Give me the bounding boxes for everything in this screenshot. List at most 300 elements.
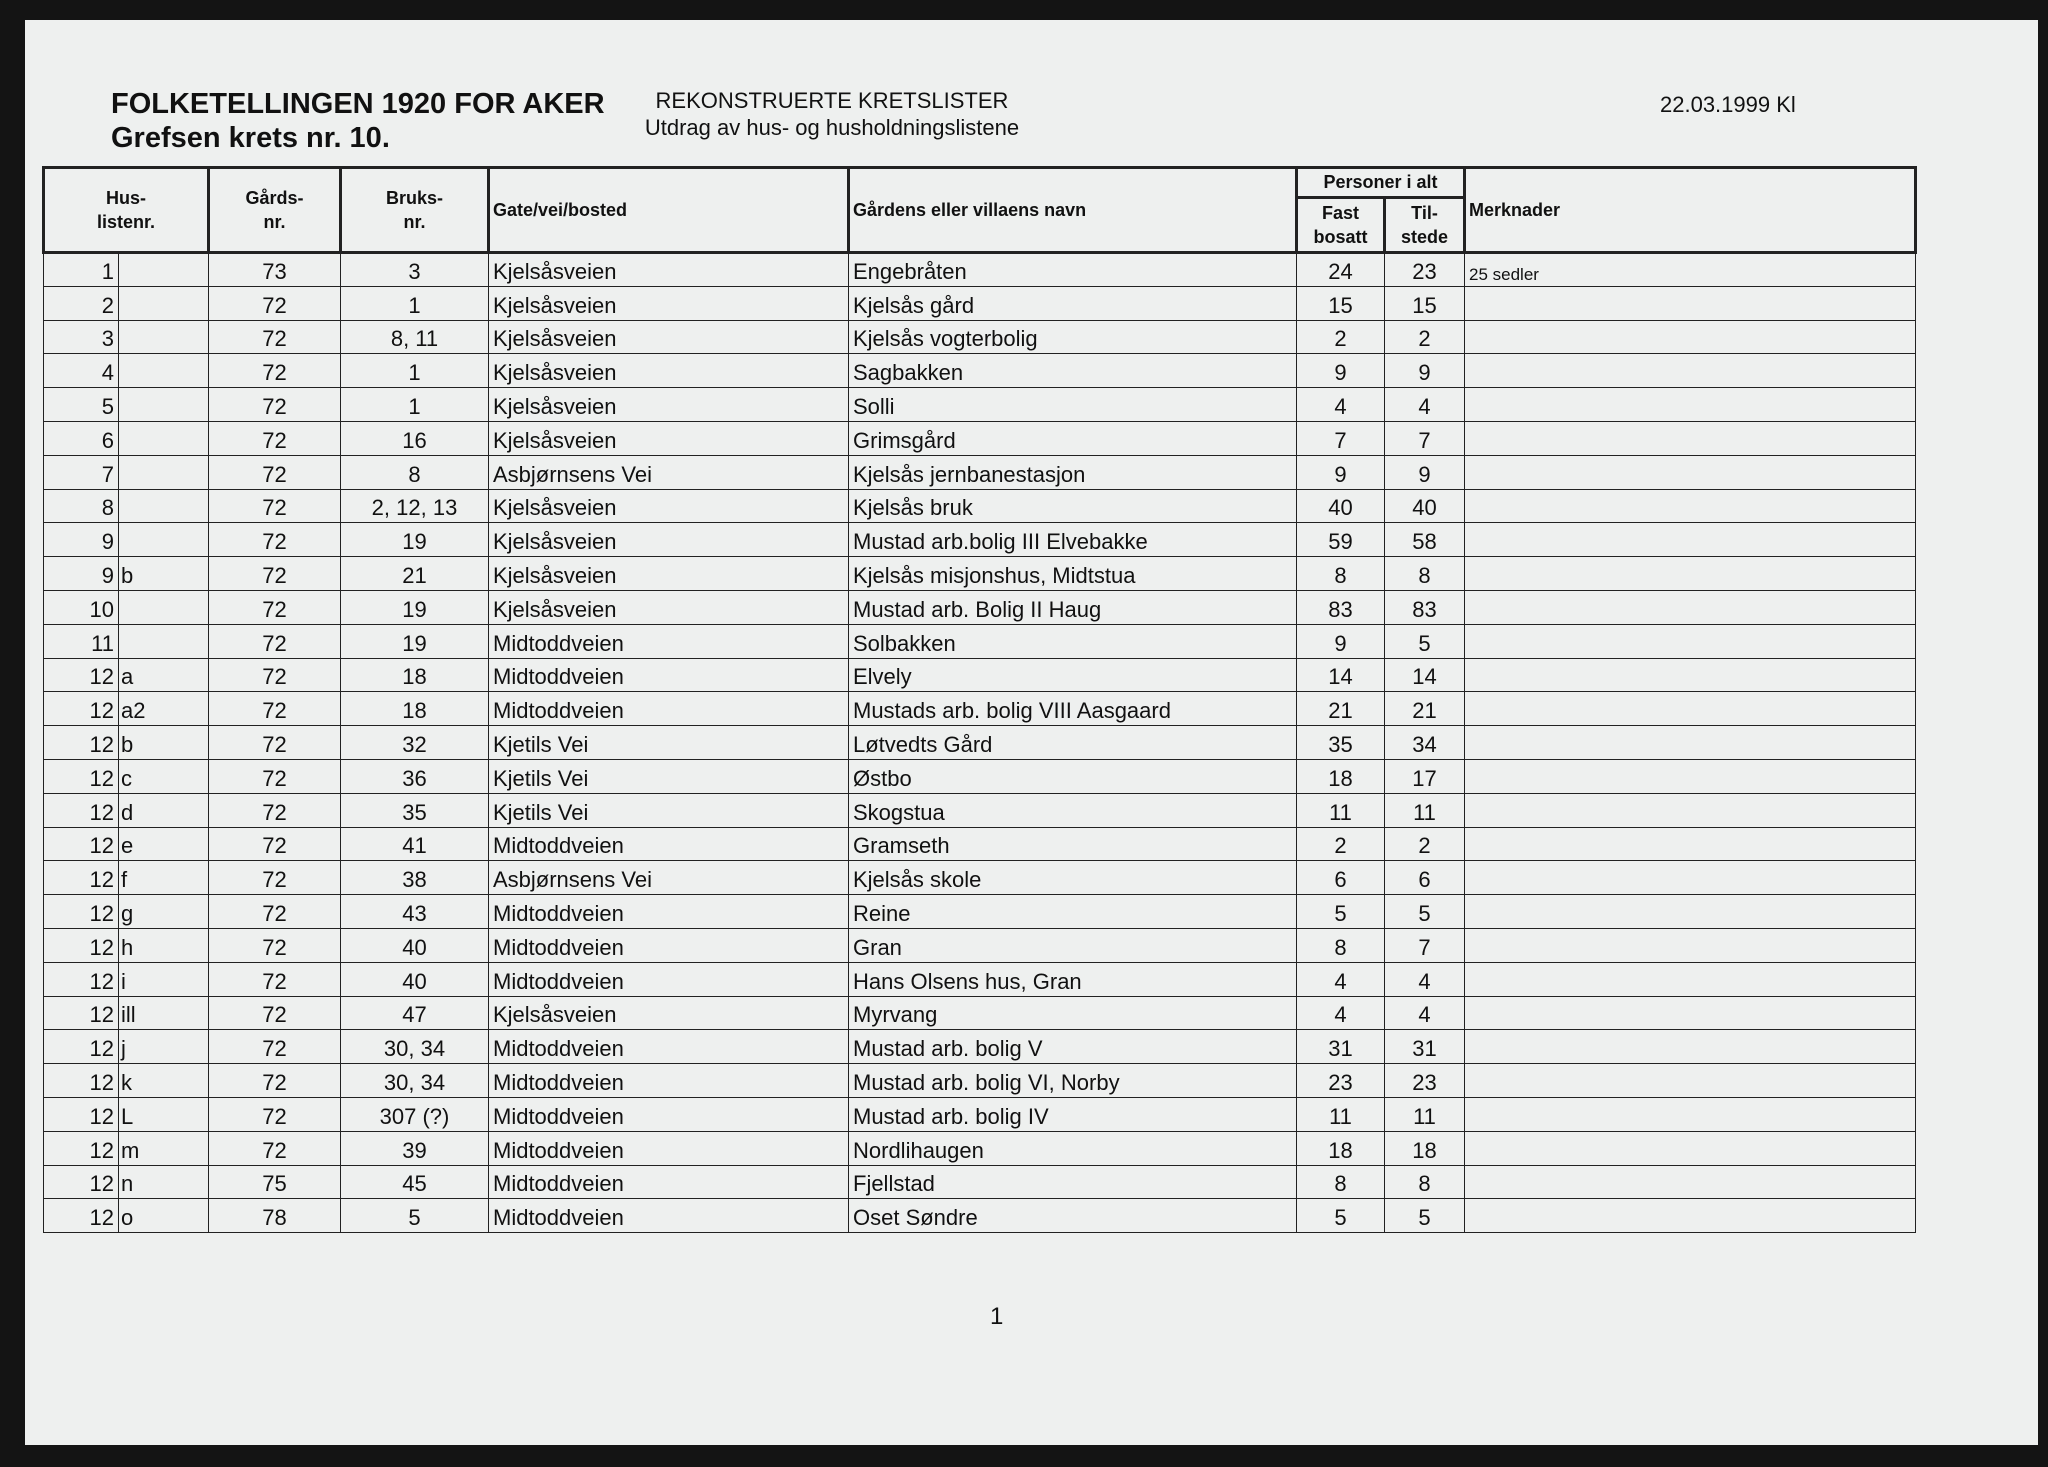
row-gate: Kjelsåsveien xyxy=(489,996,849,1030)
row-navn: Myrvang xyxy=(849,996,1297,1030)
row-fast-bosatt: 31 xyxy=(1297,1030,1385,1064)
row-gards-nr: 72 xyxy=(209,354,341,388)
row-hus-suffix: f xyxy=(119,861,209,895)
row-bruks-nr: 8 xyxy=(341,455,489,489)
row-navn: Mustad arb. Bolig II Haug xyxy=(849,590,1297,624)
row-bruks-nr: 19 xyxy=(341,590,489,624)
row-merknader xyxy=(1465,1165,1916,1199)
col-header-bruks: Bruks- nr. xyxy=(341,168,489,253)
row-gate: Midtoddveien xyxy=(489,1199,849,1233)
row-til-stede: 4 xyxy=(1385,996,1465,1030)
row-navn: Mustad arb. bolig V xyxy=(849,1030,1297,1064)
row-hus-nr: 12 xyxy=(44,895,119,929)
row-merknader: 25 sedler xyxy=(1465,253,1916,287)
row-gate: Midtoddveien xyxy=(489,895,849,929)
row-gards-nr: 72 xyxy=(209,827,341,861)
row-fast-bosatt: 2 xyxy=(1297,827,1385,861)
row-bruks-nr: 35 xyxy=(341,793,489,827)
col-header-gate: Gate/vei/bosted xyxy=(489,168,849,253)
row-bruks-nr: 2, 12, 13 xyxy=(341,489,489,523)
row-gards-nr: 73 xyxy=(209,253,341,287)
row-navn: Gran xyxy=(849,928,1297,962)
row-hus-suffix xyxy=(119,590,209,624)
row-navn: Mustad arb. bolig VI, Norby xyxy=(849,1064,1297,1098)
col-header-navn: Gårdens eller villaens navn xyxy=(849,168,1297,253)
row-gate: Midtoddveien xyxy=(489,827,849,861)
row-bruks-nr: 30, 34 xyxy=(341,1030,489,1064)
row-gards-nr: 72 xyxy=(209,861,341,895)
table-row xyxy=(44,658,1916,692)
row-hus-nr: 12 xyxy=(44,759,119,793)
row-hus-suffix xyxy=(119,489,209,523)
row-hus-suffix xyxy=(119,455,209,489)
row-navn: Skogstua xyxy=(849,793,1297,827)
row-til-stede: 8 xyxy=(1385,1165,1465,1199)
table-row xyxy=(44,928,1916,962)
row-hus-suffix: d xyxy=(119,793,209,827)
row-navn: Hans Olsens hus, Gran xyxy=(849,962,1297,996)
row-hus-nr: 12 xyxy=(44,1064,119,1098)
row-hus-suffix: b xyxy=(119,557,209,591)
row-til-stede: 4 xyxy=(1385,388,1465,422)
row-til-stede: 31 xyxy=(1385,1030,1465,1064)
row-gards-nr: 72 xyxy=(209,1030,341,1064)
col-header-fast: Fast bosatt xyxy=(1297,198,1385,253)
row-gate: Kjelsåsveien xyxy=(489,557,849,591)
row-fast-bosatt: 18 xyxy=(1297,759,1385,793)
row-gards-nr: 72 xyxy=(209,928,341,962)
row-gate: Midtoddveien xyxy=(489,1064,849,1098)
row-hus-nr: 2 xyxy=(44,286,119,320)
row-gate: Kjelsåsveien xyxy=(489,590,849,624)
row-hus-suffix xyxy=(119,354,209,388)
row-gards-nr: 72 xyxy=(209,624,341,658)
table-row xyxy=(44,624,1916,658)
row-hus-nr: 12 xyxy=(44,692,119,726)
row-fast-bosatt: 7 xyxy=(1297,421,1385,455)
row-til-stede: 9 xyxy=(1385,354,1465,388)
row-navn: Reine xyxy=(849,895,1297,929)
row-fast-bosatt: 9 xyxy=(1297,624,1385,658)
row-hus-suffix: c xyxy=(119,759,209,793)
table-row xyxy=(44,759,1916,793)
row-hus-nr: 12 xyxy=(44,1097,119,1131)
row-navn: Østbo xyxy=(849,759,1297,793)
row-bruks-nr: 18 xyxy=(341,692,489,726)
row-bruks-nr: 21 xyxy=(341,557,489,591)
row-gate: Midtoddveien xyxy=(489,1131,849,1165)
row-hus-suffix: i xyxy=(119,962,209,996)
row-bruks-nr: 1 xyxy=(341,354,489,388)
row-fast-bosatt: 6 xyxy=(1297,861,1385,895)
row-bruks-nr: 30, 34 xyxy=(341,1064,489,1098)
row-hus-nr: 11 xyxy=(44,624,119,658)
row-gate: Kjelsåsveien xyxy=(489,523,849,557)
row-navn: Gramseth xyxy=(849,827,1297,861)
table-row xyxy=(44,793,1916,827)
row-gate: Asbjørnsens Vei xyxy=(489,861,849,895)
table-row xyxy=(44,996,1916,1030)
row-hus-suffix xyxy=(119,624,209,658)
row-gards-nr: 72 xyxy=(209,421,341,455)
row-gards-nr: 78 xyxy=(209,1199,341,1233)
row-navn: Mustads arb. bolig VIII Aasgaard xyxy=(849,692,1297,726)
row-merknader xyxy=(1465,962,1916,996)
row-til-stede: 40 xyxy=(1385,489,1465,523)
col-header-hus: Hus- listenr. xyxy=(44,168,209,253)
row-merknader xyxy=(1465,827,1916,861)
row-fast-bosatt: 2 xyxy=(1297,320,1385,354)
table-row xyxy=(44,489,1916,523)
page-number: 1 xyxy=(990,1303,1004,1330)
row-hus-suffix: j xyxy=(119,1030,209,1064)
row-merknader xyxy=(1465,320,1916,354)
row-navn: Kjelsås bruk xyxy=(849,489,1297,523)
table-row xyxy=(44,1097,1916,1131)
row-gate: Midtoddveien xyxy=(489,1097,849,1131)
row-gate: Kjelsåsveien xyxy=(489,286,849,320)
row-bruks-nr: 16 xyxy=(341,421,489,455)
row-bruks-nr: 40 xyxy=(341,962,489,996)
center-heading: REKONSTRUERTE KRETSLISTER xyxy=(655,88,1009,113)
row-fast-bosatt: 21 xyxy=(1297,692,1385,726)
row-fast-bosatt: 23 xyxy=(1297,1064,1385,1098)
row-fast-bosatt: 14 xyxy=(1297,658,1385,692)
table-row xyxy=(44,1131,1916,1165)
row-til-stede: 7 xyxy=(1385,421,1465,455)
row-bruks-nr: 19 xyxy=(341,523,489,557)
row-gards-nr: 72 xyxy=(209,1064,341,1098)
row-hus-nr: 12 xyxy=(44,996,119,1030)
row-navn: Kjelsås jernbanestasjon xyxy=(849,455,1297,489)
row-navn: Elvely xyxy=(849,658,1297,692)
row-bruks-nr: 36 xyxy=(341,759,489,793)
row-gards-nr: 72 xyxy=(209,320,341,354)
row-merknader xyxy=(1465,523,1916,557)
row-gate: Kjelsåsveien xyxy=(489,354,849,388)
row-gards-nr: 72 xyxy=(209,286,341,320)
row-fast-bosatt: 9 xyxy=(1297,455,1385,489)
row-til-stede: 2 xyxy=(1385,320,1465,354)
row-hus-suffix xyxy=(119,523,209,557)
row-gards-nr: 75 xyxy=(209,1165,341,1199)
row-navn: Grimsgård xyxy=(849,421,1297,455)
row-gate: Kjetils Vei xyxy=(489,793,849,827)
row-gate: Midtoddveien xyxy=(489,962,849,996)
row-hus-suffix xyxy=(119,388,209,422)
row-til-stede: 5 xyxy=(1385,624,1465,658)
row-fast-bosatt: 83 xyxy=(1297,590,1385,624)
table-row xyxy=(44,861,1916,895)
row-hus-nr: 9 xyxy=(44,557,119,591)
row-gate: Kjelsåsveien xyxy=(489,388,849,422)
row-gards-nr: 72 xyxy=(209,489,341,523)
table-row xyxy=(44,1199,1916,1233)
row-merknader xyxy=(1465,624,1916,658)
row-til-stede: 2 xyxy=(1385,827,1465,861)
row-bruks-nr: 39 xyxy=(341,1131,489,1165)
row-hus-nr: 10 xyxy=(44,590,119,624)
row-navn: Kjelsås vogterbolig xyxy=(849,320,1297,354)
row-gate: Kjetils Vei xyxy=(489,726,849,760)
document-date: 22.03.1999 Kl xyxy=(1660,92,1796,117)
row-gards-nr: 72 xyxy=(209,658,341,692)
row-merknader xyxy=(1465,388,1916,422)
center-subheading: Utdrag av hus- og husholdningslistene xyxy=(644,115,1020,140)
row-hus-nr: 3 xyxy=(44,320,119,354)
table-row xyxy=(44,354,1916,388)
row-fast-bosatt: 5 xyxy=(1297,1199,1385,1233)
row-gards-nr: 72 xyxy=(209,557,341,591)
table-row xyxy=(44,692,1916,726)
row-navn: Solli xyxy=(849,388,1297,422)
row-gards-nr: 72 xyxy=(209,962,341,996)
row-gate: Kjelsåsveien xyxy=(489,253,849,287)
row-gards-nr: 72 xyxy=(209,692,341,726)
row-navn: Mustad arb. bolig IV xyxy=(849,1097,1297,1131)
table-row xyxy=(44,1064,1916,1098)
table-row xyxy=(44,523,1916,557)
row-til-stede: 9 xyxy=(1385,455,1465,489)
col-header-merknader: Merknader xyxy=(1465,168,1916,253)
row-fast-bosatt: 4 xyxy=(1297,962,1385,996)
row-navn: Oset Søndre xyxy=(849,1199,1297,1233)
row-hus-nr: 6 xyxy=(44,421,119,455)
row-hus-suffix: g xyxy=(119,895,209,929)
row-bruks-nr: 19 xyxy=(341,624,489,658)
row-fast-bosatt: 11 xyxy=(1297,793,1385,827)
table-row xyxy=(44,827,1916,861)
row-merknader xyxy=(1465,793,1916,827)
row-fast-bosatt: 8 xyxy=(1297,557,1385,591)
row-hus-suffix: h xyxy=(119,928,209,962)
row-bruks-nr: 8, 11 xyxy=(341,320,489,354)
row-hus-nr: 5 xyxy=(44,388,119,422)
row-til-stede: 5 xyxy=(1385,895,1465,929)
row-merknader xyxy=(1465,354,1916,388)
row-bruks-nr: 38 xyxy=(341,861,489,895)
row-bruks-nr: 307 (?) xyxy=(341,1097,489,1131)
row-til-stede: 4 xyxy=(1385,962,1465,996)
row-gards-nr: 72 xyxy=(209,895,341,929)
row-fast-bosatt: 35 xyxy=(1297,726,1385,760)
row-hus-nr: 12 xyxy=(44,861,119,895)
table-row xyxy=(44,895,1916,929)
row-hus-nr: 12 xyxy=(44,726,119,760)
row-hus-nr: 12 xyxy=(44,1165,119,1199)
row-fast-bosatt: 5 xyxy=(1297,895,1385,929)
row-hus-nr: 12 xyxy=(44,658,119,692)
row-merknader xyxy=(1465,895,1916,929)
row-gards-nr: 72 xyxy=(209,793,341,827)
row-hus-nr: 8 xyxy=(44,489,119,523)
row-til-stede: 18 xyxy=(1385,1131,1465,1165)
row-navn: Engebråten xyxy=(849,253,1297,287)
row-til-stede: 7 xyxy=(1385,928,1465,962)
row-hus-suffix: L xyxy=(119,1097,209,1131)
row-til-stede: 23 xyxy=(1385,253,1465,287)
table-row xyxy=(44,1030,1916,1064)
row-hus-suffix: m xyxy=(119,1131,209,1165)
table-row xyxy=(44,557,1916,591)
row-merknader xyxy=(1465,455,1916,489)
row-fast-bosatt: 24 xyxy=(1297,253,1385,287)
row-gards-nr: 72 xyxy=(209,523,341,557)
row-til-stede: 14 xyxy=(1385,658,1465,692)
row-fast-bosatt: 18 xyxy=(1297,1131,1385,1165)
row-gards-nr: 72 xyxy=(209,996,341,1030)
row-hus-nr: 12 xyxy=(44,793,119,827)
row-hus-nr: 1 xyxy=(44,253,119,287)
row-bruks-nr: 3 xyxy=(341,253,489,287)
row-til-stede: 15 xyxy=(1385,286,1465,320)
row-merknader xyxy=(1465,1097,1916,1131)
row-bruks-nr: 43 xyxy=(341,895,489,929)
row-hus-suffix: b xyxy=(119,726,209,760)
row-fast-bosatt: 11 xyxy=(1297,1097,1385,1131)
row-til-stede: 5 xyxy=(1385,1199,1465,1233)
row-hus-nr: 12 xyxy=(44,827,119,861)
row-merknader xyxy=(1465,590,1916,624)
row-gate: Asbjørnsens Vei xyxy=(489,455,849,489)
row-til-stede: 6 xyxy=(1385,861,1465,895)
row-til-stede: 34 xyxy=(1385,726,1465,760)
row-merknader xyxy=(1465,726,1916,760)
row-hus-suffix xyxy=(119,320,209,354)
row-merknader xyxy=(1465,489,1916,523)
row-fast-bosatt: 40 xyxy=(1297,489,1385,523)
row-til-stede: 23 xyxy=(1385,1064,1465,1098)
row-hus-nr: 4 xyxy=(44,354,119,388)
row-bruks-nr: 41 xyxy=(341,827,489,861)
row-hus-nr: 12 xyxy=(44,1030,119,1064)
row-hus-suffix: ill xyxy=(119,996,209,1030)
row-fast-bosatt: 15 xyxy=(1297,286,1385,320)
row-hus-suffix xyxy=(119,286,209,320)
row-navn: Sagbakken xyxy=(849,354,1297,388)
table-row xyxy=(44,455,1916,489)
row-gards-nr: 72 xyxy=(209,1097,341,1131)
row-bruks-nr: 18 xyxy=(341,658,489,692)
row-bruks-nr: 5 xyxy=(341,1199,489,1233)
row-til-stede: 58 xyxy=(1385,523,1465,557)
row-hus-suffix xyxy=(119,421,209,455)
table-row xyxy=(44,421,1916,455)
row-gate: Midtoddveien xyxy=(489,928,849,962)
row-fast-bosatt: 8 xyxy=(1297,928,1385,962)
row-bruks-nr: 32 xyxy=(341,726,489,760)
row-fast-bosatt: 8 xyxy=(1297,1165,1385,1199)
row-gate: Kjelsåsveien xyxy=(489,421,849,455)
row-gate: Midtoddveien xyxy=(489,658,849,692)
row-til-stede: 8 xyxy=(1385,557,1465,591)
row-fast-bosatt: 4 xyxy=(1297,996,1385,1030)
row-navn: Løtvedts Gård xyxy=(849,726,1297,760)
row-hus-nr: 7 xyxy=(44,455,119,489)
table-row xyxy=(44,726,1916,760)
row-navn: Mustad arb.bolig III Elvebakke xyxy=(849,523,1297,557)
row-navn: Fjellstad xyxy=(849,1165,1297,1199)
row-hus-suffix: a2 xyxy=(119,692,209,726)
row-gards-nr: 72 xyxy=(209,455,341,489)
row-hus-nr: 9 xyxy=(44,523,119,557)
row-gate: Midtoddveien xyxy=(489,692,849,726)
row-hus-suffix: k xyxy=(119,1064,209,1098)
row-merknader xyxy=(1465,658,1916,692)
row-merknader xyxy=(1465,861,1916,895)
table-row xyxy=(44,1165,1916,1199)
row-bruks-nr: 47 xyxy=(341,996,489,1030)
row-merknader xyxy=(1465,1030,1916,1064)
document-title: FOLKETELLINGEN 1920 FOR AKER xyxy=(111,88,605,120)
table-row xyxy=(44,962,1916,996)
row-navn: Kjelsås skole xyxy=(849,861,1297,895)
row-til-stede: 83 xyxy=(1385,590,1465,624)
col-header-personer: Personer i alt xyxy=(1297,168,1465,198)
table-row xyxy=(44,388,1916,422)
row-hus-suffix: a xyxy=(119,658,209,692)
row-navn: Kjelsås misjonshus, Midtstua xyxy=(849,557,1297,591)
table-row xyxy=(44,590,1916,624)
row-navn: Solbakken xyxy=(849,624,1297,658)
row-til-stede: 21 xyxy=(1385,692,1465,726)
row-fast-bosatt: 9 xyxy=(1297,354,1385,388)
row-merknader xyxy=(1465,1131,1916,1165)
table-row xyxy=(44,253,1916,287)
row-hus-suffix: o xyxy=(119,1199,209,1233)
document-subtitle: Grefsen krets nr. 10. xyxy=(111,122,390,154)
table-row xyxy=(44,320,1916,354)
row-fast-bosatt: 4 xyxy=(1297,388,1385,422)
table-row xyxy=(44,286,1916,320)
row-merknader xyxy=(1465,1199,1916,1233)
row-gards-nr: 72 xyxy=(209,590,341,624)
row-bruks-nr: 1 xyxy=(341,286,489,320)
row-hus-suffix: n xyxy=(119,1165,209,1199)
row-merknader xyxy=(1465,421,1916,455)
row-merknader xyxy=(1465,692,1916,726)
row-merknader xyxy=(1465,286,1916,320)
row-hus-nr: 12 xyxy=(44,1131,119,1165)
row-til-stede: 17 xyxy=(1385,759,1465,793)
row-fast-bosatt: 59 xyxy=(1297,523,1385,557)
row-til-stede: 11 xyxy=(1385,1097,1465,1131)
row-til-stede: 11 xyxy=(1385,793,1465,827)
row-hus-nr: 12 xyxy=(44,1199,119,1233)
row-bruks-nr: 40 xyxy=(341,928,489,962)
row-navn: Kjelsås gård xyxy=(849,286,1297,320)
row-gate: Kjelsåsveien xyxy=(489,489,849,523)
row-gards-nr: 72 xyxy=(209,726,341,760)
row-merknader xyxy=(1465,557,1916,591)
row-gate: Midtoddveien xyxy=(489,624,849,658)
row-gate: Kjelsåsveien xyxy=(489,320,849,354)
col-header-gards: Gårds- nr. xyxy=(209,168,341,253)
row-merknader xyxy=(1465,1064,1916,1098)
row-merknader xyxy=(1465,928,1916,962)
row-gate: Kjetils Vei xyxy=(489,759,849,793)
row-gate: Midtoddveien xyxy=(489,1165,849,1199)
row-bruks-nr: 1 xyxy=(341,388,489,422)
row-hus-nr: 12 xyxy=(44,962,119,996)
row-navn: Nordlihaugen xyxy=(849,1131,1297,1165)
row-merknader xyxy=(1465,996,1916,1030)
row-hus-nr: 12 xyxy=(44,928,119,962)
row-bruks-nr: 45 xyxy=(341,1165,489,1199)
row-gate: Midtoddveien xyxy=(489,1030,849,1064)
row-gards-nr: 72 xyxy=(209,1131,341,1165)
col-header-til: Til- stede xyxy=(1385,198,1465,253)
